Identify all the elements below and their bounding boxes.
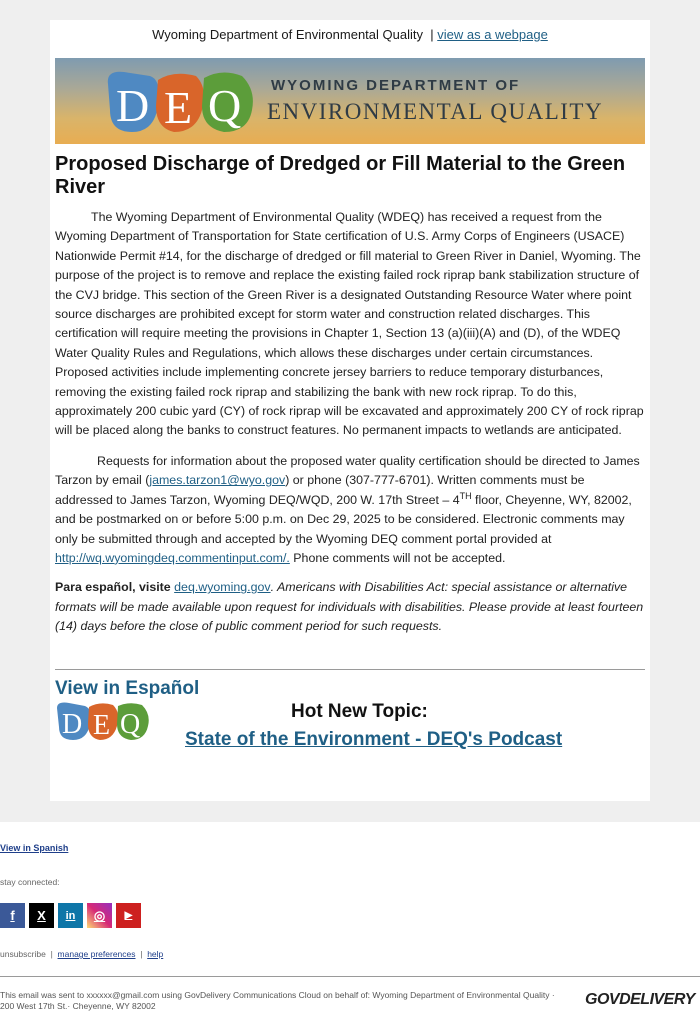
logo-letter-d: D	[116, 80, 150, 131]
view-as-webpage-link[interactable]: view as a webpage	[437, 27, 548, 42]
social-links	[0, 903, 141, 928]
logo-letter-e: E	[164, 82, 193, 133]
footer-links	[0, 949, 163, 959]
stay-connected-label: stay connected:	[0, 877, 60, 887]
help-link[interactable]: help	[147, 949, 164, 959]
comment-portal-link[interactable]: http://wq.wyomingdeq.commentinput.com/.	[55, 550, 290, 565]
deq-banner	[55, 58, 645, 144]
spanish-label: Para español, visite	[55, 580, 175, 595]
p2-text-a: Requests for information about the proposed water quality certification should be directed to James Tarzon by email (	[55, 453, 640, 488]
logo-letter-q: Q	[208, 80, 242, 131]
email-card	[50, 20, 650, 801]
preheader	[55, 20, 645, 58]
hot-topic-section	[55, 700, 645, 762]
article-paragraph-3	[55, 578, 645, 636]
instagram-icon[interactable]: ◎	[87, 903, 112, 928]
deq-website-link[interactable]: deq.wyoming.gov	[174, 580, 271, 595]
preheader-org: Wyoming Department of Environmental Quality	[152, 27, 423, 42]
deq-mini-logo	[55, 700, 155, 742]
contact-email-link[interactable]: james.tarzon1@wyo.gov	[149, 473, 286, 488]
hot-topic-title: Hot New Topic:	[291, 700, 428, 722]
podcast-link[interactable]: State of the Environment - DEQ's Podcast	[185, 728, 563, 750]
manage-preferences-link[interactable]: manage preferences	[57, 949, 136, 959]
mini-letter-d: D	[62, 708, 83, 740]
p2-text-b: ) or phone (307-777-6701). Written comments must be addressed to James Tarzon, Wyoming DEQ/WQD, 200 W. 17th Street – 4	[55, 473, 585, 507]
footer-view-spanish-link[interactable]: View in Spanish	[0, 843, 69, 853]
linkedin-icon[interactable]: in	[58, 903, 83, 928]
ada-notice: . Americans with Disabilities Act: special assistance or alternative formats will be made available upon request for individuals with disabilities. Please provide at least fourteen (14) days before the close of public comment period for such requests.	[55, 580, 644, 634]
p2-text-d: Phone comments will not be accepted.	[289, 550, 506, 565]
footer-divider	[0, 976, 700, 977]
unsubscribe-link[interactable]: unsubscribe	[0, 949, 46, 959]
sent-notice: This email was sent to xxxxxx@gmail.com using GovDelivery Communications Cloud on behalf of: Wyoming Department of Environmental Quality · 200 West 17th St.· Cheyenne, WY 82002	[0, 990, 555, 1011]
article-title: Proposed Discharge of Dredged or Fill Material to the Green River	[55, 153, 626, 198]
x-icon[interactable]: X	[29, 903, 54, 928]
preheader-separator: |	[430, 27, 434, 42]
deq-logo	[102, 66, 262, 138]
mini-letter-e: E	[93, 709, 111, 741]
facebook-icon[interactable]: f	[0, 903, 25, 928]
banner-line2: ENVIRONMENTAL QUALITY	[267, 99, 604, 124]
view-in-espanol-link[interactable]: View in Español	[55, 677, 200, 699]
banner-line1: WYOMING DEPARTMENT OF	[271, 77, 521, 94]
footer-sep-1: |	[50, 949, 53, 959]
article-paragraph-2	[55, 452, 645, 568]
govdelivery-logo: GOVDELIVERY	[585, 991, 695, 1008]
article-paragraph-1: The Wyoming Department of Environmental Quality (WDEQ) has received a request from the Wyoming Department of Transportation for State certification of U.S. Army Corps of Engineers (USACE) Nationwide Permit #14, for the discharge of dredged or fill material to Green River in Daniel, Wyoming. The purpose of the project is to remove and replace the existing failed rock riprap bank stabilization structure of the CVJ bridge. This section of the Green River is a designated Outstanding Resource Water where point source discharges are prohibited except for storm water and construction related discharges. This certification will require meeting the provisions in Chapter 1, Section 13 (a)(iii)(A) and (D), of the WDEQ Water Quality Rules and Regulations, which allows these discharges under certain circumstances. Proposed activities include implementing concrete jersey barriers to reduce temporary disturbances, removing the existing failed rock riprap and stabilizing the bank with new rock riprap. To do this, approximately 200 cubic yard (CY) of rock riprap will be excavated and approximately 200 CY of rock riprap will be placed along the banks to construct features. No permanent impacts to wetlands are anticipated.	[55, 210, 644, 438]
floor-superscript: TH	[459, 490, 472, 501]
mini-letter-q: Q	[120, 708, 141, 740]
p2-text-c: floor, Cheyenne, WY, 82002, and be postmarked on or before 5:00 p.m. on Dec 29, 2025 to be considered. Electronic comments may only be submitted through and accepted by the Wyoming DEQ comment portal provided at	[55, 492, 632, 546]
section-divider	[55, 669, 645, 670]
footer-sep-2: |	[140, 949, 143, 959]
youtube-icon[interactable]: ▶	[116, 903, 141, 928]
